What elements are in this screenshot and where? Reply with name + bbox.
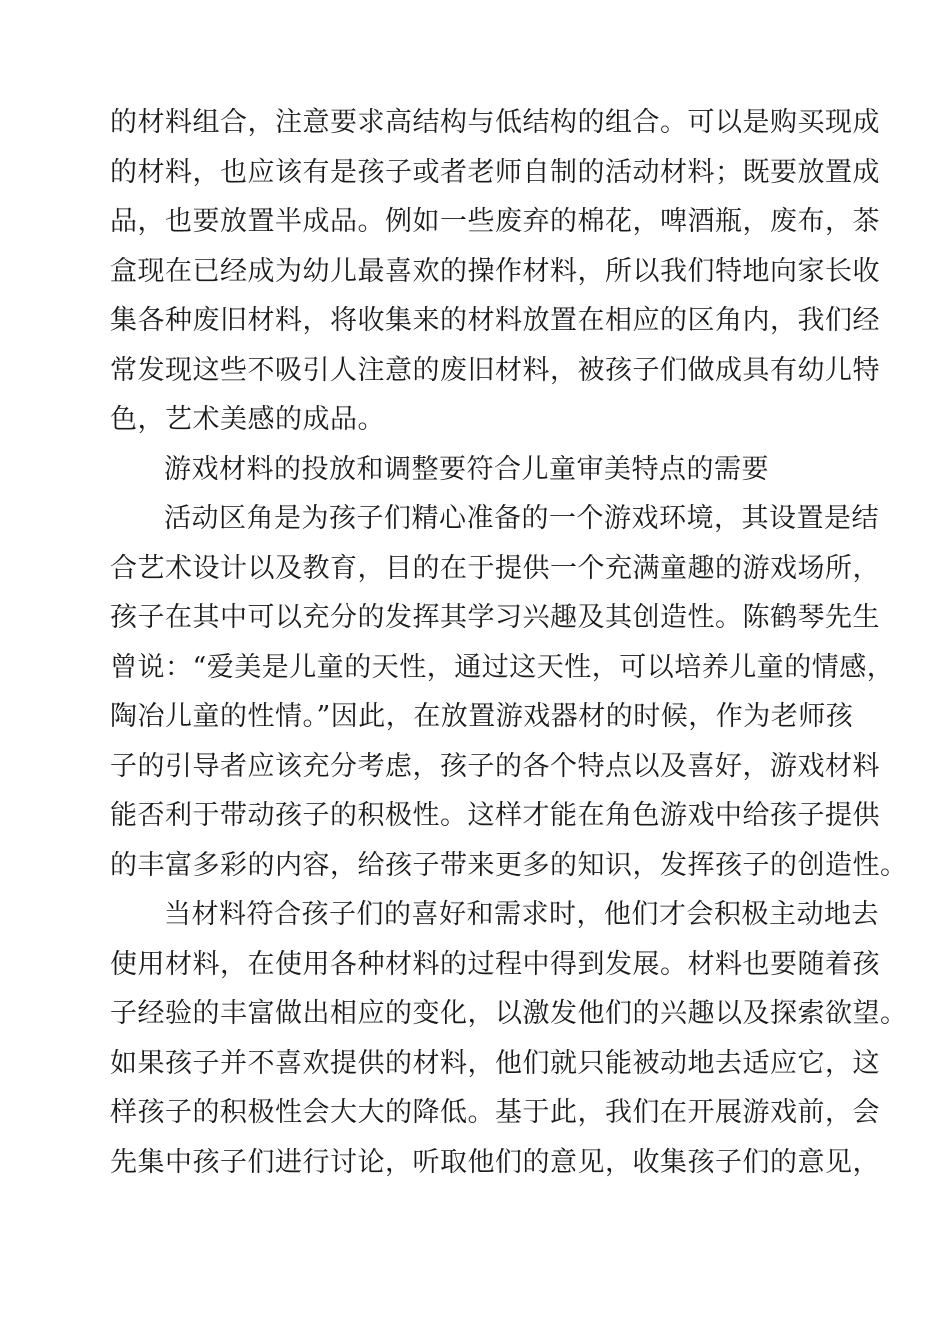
text-line: 曾说：“爱美是儿童的天性，通过这天性，可以培养儿童的情感， [110, 651, 895, 683]
text-line: 先集中孩子们进行讨论，听取他们的意见，收集孩子们的意见， [110, 1146, 880, 1178]
text-line: 能否利于带动孩子的积极性。这样才能在角色游戏中给孩子提供 [110, 800, 880, 831]
text-line: 的材料组合，注意要求高结构与低结构的组合。可以是购买现成 [110, 107, 880, 138]
text-line: 色，艺术美感的成品。 [110, 404, 385, 435]
text-line: 的丰富多彩的内容，给孩子带来更多的知识，发挥孩子的创造性。 [110, 849, 908, 881]
text-line: 盒现在已经成为幼儿最喜欢的操作材料，所以我们特地向家长收 [110, 255, 880, 287]
text-line: 活动区角是为孩子们精心准备的一个游戏环境，其设置是结 [164, 503, 879, 534]
text-line: 品，也要放置半成品。例如一些废弃的棉花，啤酒瓶，废布，茶 [110, 206, 880, 237]
text-line: 陶冶儿童的性情。”因此，在放置游戏器材的时候，作为老师孩 [110, 701, 854, 732]
text-line: 集各种废旧材料，将收集来的材料放置在相应的区角内，我们经 [110, 305, 880, 336]
text-line: 孩子在其中可以充分的发挥其学习兴趣及其创造性。陈鹤琴先生 [110, 602, 880, 633]
section-heading: 游戏材料的投放和调整要符合儿童审美特点的需要 [164, 453, 769, 485]
text-line: 常发现这些不吸引人注意的废旧材料，被孩子们做成具有幼儿特 [110, 354, 880, 386]
text-line: 样孩子的积极性会大大的降低。基于此，我们在开展游戏前，会 [110, 1097, 880, 1128]
text-line: 当材料符合孩子们的喜好和需求时，他们才会积极主动地去 [164, 899, 879, 930]
text-line: 如果孩子并不喜欢提供的材料，他们就只能被动地去适应它，这 [110, 1047, 880, 1079]
text-line: 子的引导者应该充分考虑，孩子的各个特点以及喜好，游戏材料 [110, 750, 880, 782]
text-line: 使用材料，在使用各种材料的过程中得到发展。材料也要随着孩 [110, 948, 880, 980]
text-line: 子经验的丰富做出相应的变化，以激发他们的兴趣以及探索欲望。 [110, 998, 908, 1029]
text-line: 合艺术设计以及教育，目的在于提供一个充满童趣的游戏场所， [110, 552, 880, 584]
text-line: 的材料，也应该有是孩子或者老师自制的活动材料；既要放置成 [110, 156, 880, 188]
body-text [110, 98, 908, 1187]
